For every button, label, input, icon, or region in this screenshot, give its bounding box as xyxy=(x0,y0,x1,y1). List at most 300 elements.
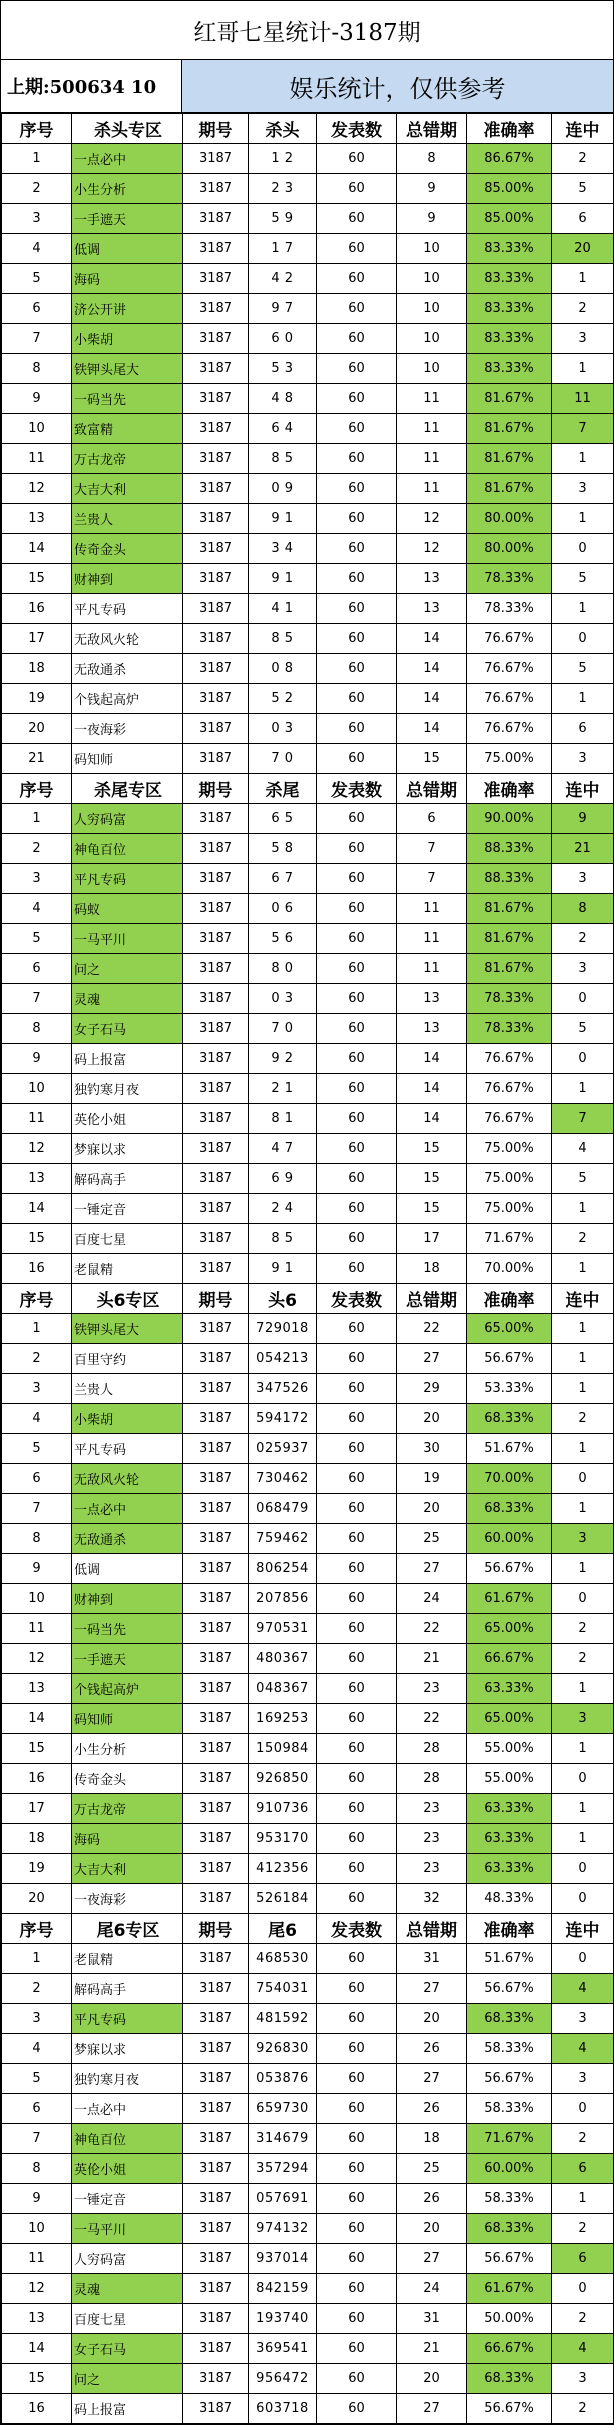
cell-issue: 3187 xyxy=(183,2064,249,2094)
cell-accuracy: 81.67% xyxy=(467,384,552,414)
cell-name: 码上报富 xyxy=(72,2394,183,2424)
cell-issue: 3187 xyxy=(183,324,249,354)
cell-posts: 60 xyxy=(317,2034,397,2064)
cell-value: 806254 xyxy=(249,1554,317,1584)
cell-posts: 60 xyxy=(317,1314,397,1344)
table-row xyxy=(2,744,614,774)
cell-errors: 21 xyxy=(397,1644,467,1674)
cell-value: 4 8 xyxy=(249,384,317,414)
cell-errors: 31 xyxy=(397,1944,467,1974)
cell-issue: 3187 xyxy=(183,744,249,774)
cell-seq: 18 xyxy=(2,1824,72,1854)
cell-streak: 9 xyxy=(552,804,614,834)
cell-streak: 0 xyxy=(552,1044,614,1074)
cell-seq: 20 xyxy=(2,714,72,744)
table-row xyxy=(2,2364,614,2394)
cell-value: 6 7 xyxy=(249,864,317,894)
disclaimer-banner: 娱乐统计，仅供参考 xyxy=(182,60,613,112)
cell-accuracy: 55.00% xyxy=(467,1734,552,1764)
cell-streak: 2 xyxy=(552,1224,614,1254)
cell-accuracy: 53.33% xyxy=(467,1374,552,1404)
cell-issue: 3187 xyxy=(183,714,249,744)
cell-seq: 3 xyxy=(2,204,72,234)
column-header-posts: 发表数 xyxy=(317,774,397,804)
cell-value: 659730 xyxy=(249,2094,317,2124)
cell-errors: 14 xyxy=(397,1104,467,1134)
cell-posts: 60 xyxy=(317,804,397,834)
tail6-header-row xyxy=(2,1914,614,1944)
table-row xyxy=(2,504,614,534)
cell-issue: 3187 xyxy=(183,534,249,564)
cell-accuracy: 81.67% xyxy=(467,414,552,444)
column-header-errors: 总错期 xyxy=(397,1914,467,1944)
cell-errors: 10 xyxy=(397,354,467,384)
cell-issue: 3187 xyxy=(183,1614,249,1644)
cell-name: 女子石马 xyxy=(72,2334,183,2364)
cell-seq: 11 xyxy=(2,444,72,474)
cell-posts: 60 xyxy=(317,894,397,924)
cell-issue: 3187 xyxy=(183,2214,249,2244)
cell-value: 8 0 xyxy=(249,954,317,984)
cell-streak: 1 xyxy=(552,444,614,474)
cell-streak: 1 xyxy=(552,1344,614,1374)
cell-posts: 60 xyxy=(317,1074,397,1104)
cell-name: 码知师 xyxy=(72,1704,183,1734)
cell-name: 致富精 xyxy=(72,414,183,444)
cell-posts: 60 xyxy=(317,2004,397,2034)
cell-errors: 11 xyxy=(397,414,467,444)
table-row xyxy=(2,1074,614,1104)
column-header-posts: 发表数 xyxy=(317,1914,397,1944)
cell-streak: 1 xyxy=(552,1314,614,1344)
table-row xyxy=(2,654,614,684)
cell-name: 老鼠精 xyxy=(72,1944,183,1974)
cell-value: 594172 xyxy=(249,1404,317,1434)
cell-posts: 60 xyxy=(317,2124,397,2154)
cell-seq: 2 xyxy=(2,834,72,864)
cell-accuracy: 65.00% xyxy=(467,1314,552,1344)
table-row xyxy=(2,1584,614,1614)
cell-posts: 60 xyxy=(317,954,397,984)
cell-name: 财神到 xyxy=(72,564,183,594)
table-row xyxy=(2,534,614,564)
cell-accuracy: 86.67% xyxy=(467,144,552,174)
cell-issue: 3187 xyxy=(183,2394,249,2424)
cell-name: 一码当先 xyxy=(72,1614,183,1644)
cell-seq: 19 xyxy=(2,1854,72,1884)
cell-streak: 1 xyxy=(552,504,614,534)
cell-accuracy: 81.67% xyxy=(467,474,552,504)
column-header-accuracy: 准确率 xyxy=(467,774,552,804)
table-row xyxy=(2,1014,614,1044)
cell-posts: 60 xyxy=(317,1884,397,1914)
cell-streak: 3 xyxy=(552,864,614,894)
cell-value: 6 0 xyxy=(249,324,317,354)
cell-seq: 10 xyxy=(2,1584,72,1614)
table-row xyxy=(2,2304,614,2334)
cell-name: 个钱起高炉 xyxy=(72,1674,183,1704)
table-row xyxy=(2,1494,614,1524)
cell-value: 5 8 xyxy=(249,834,317,864)
cell-value: 480367 xyxy=(249,1644,317,1674)
cell-issue: 3187 xyxy=(183,1704,249,1734)
cell-value: 1 2 xyxy=(249,144,317,174)
cell-streak: 0 xyxy=(552,1584,614,1614)
cell-errors: 27 xyxy=(397,2064,467,2094)
cell-seq: 6 xyxy=(2,294,72,324)
cell-issue: 3187 xyxy=(183,1824,249,1854)
cell-accuracy: 75.00% xyxy=(467,1194,552,1224)
cell-posts: 60 xyxy=(317,1524,397,1554)
table-row xyxy=(2,444,614,474)
cell-issue: 3187 xyxy=(183,954,249,984)
cell-value: 025937 xyxy=(249,1434,317,1464)
cell-posts: 60 xyxy=(317,984,397,1014)
table-row xyxy=(2,2064,614,2094)
cell-value: 0 3 xyxy=(249,984,317,1014)
cell-streak: 3 xyxy=(552,2004,614,2034)
cell-errors: 28 xyxy=(397,1734,467,1764)
cell-seq: 14 xyxy=(2,1194,72,1224)
cell-name: 一码当先 xyxy=(72,384,183,414)
cell-value: 9 1 xyxy=(249,504,317,534)
cell-posts: 60 xyxy=(317,2304,397,2334)
cell-issue: 3187 xyxy=(183,1734,249,1764)
cell-errors: 11 xyxy=(397,474,467,504)
cell-streak: 5 xyxy=(552,654,614,684)
cell-seq: 6 xyxy=(2,1464,72,1494)
cell-posts: 60 xyxy=(317,1854,397,1884)
cell-value: 169253 xyxy=(249,1704,317,1734)
cell-streak: 6 xyxy=(552,2154,614,2184)
cell-value: 603718 xyxy=(249,2394,317,2424)
cell-seq: 17 xyxy=(2,1794,72,1824)
cell-name: 一手遮天 xyxy=(72,1644,183,1674)
cell-posts: 60 xyxy=(317,1494,397,1524)
cell-name: 低调 xyxy=(72,234,183,264)
cell-posts: 60 xyxy=(317,264,397,294)
cell-seq: 5 xyxy=(2,2064,72,2094)
cell-seq: 17 xyxy=(2,624,72,654)
column-header-streak: 连中 xyxy=(552,114,614,144)
cell-posts: 60 xyxy=(317,1104,397,1134)
cell-name: 解码高手 xyxy=(72,1164,183,1194)
cell-value: 048367 xyxy=(249,1674,317,1704)
table-row xyxy=(2,1404,614,1434)
cell-accuracy: 76.67% xyxy=(467,1044,552,1074)
cell-value: 970531 xyxy=(249,1614,317,1644)
cell-issue: 3187 xyxy=(183,1974,249,2004)
cell-name: 人穷码富 xyxy=(72,804,183,834)
cell-streak: 3 xyxy=(552,744,614,774)
cell-errors: 11 xyxy=(397,444,467,474)
cell-value: 926850 xyxy=(249,1764,317,1794)
cell-value: 754031 xyxy=(249,1974,317,2004)
cell-name: 海码 xyxy=(72,1824,183,1854)
cell-posts: 60 xyxy=(317,384,397,414)
column-header-errors: 总错期 xyxy=(397,774,467,804)
cell-name: 兰贵人 xyxy=(72,1374,183,1404)
cell-issue: 3187 xyxy=(183,174,249,204)
cell-streak: 4 xyxy=(552,2034,614,2064)
cell-issue: 3187 xyxy=(183,1404,249,1434)
table-row xyxy=(2,924,614,954)
cell-posts: 60 xyxy=(317,1134,397,1164)
cell-name: 兰贵人 xyxy=(72,504,183,534)
table-row xyxy=(2,1794,614,1824)
cell-seq: 1 xyxy=(2,1314,72,1344)
cell-seq: 16 xyxy=(2,1764,72,1794)
cell-value: 4 7 xyxy=(249,1134,317,1164)
cell-accuracy: 78.33% xyxy=(467,564,552,594)
cell-accuracy: 83.33% xyxy=(467,234,552,264)
cell-name: 一夜海彩 xyxy=(72,1884,183,1914)
cell-seq: 5 xyxy=(2,1434,72,1464)
cell-streak: 2 xyxy=(552,1404,614,1434)
cell-seq: 8 xyxy=(2,2154,72,2184)
cell-issue: 3187 xyxy=(183,1674,249,1704)
cell-posts: 60 xyxy=(317,1584,397,1614)
cell-value: 8 5 xyxy=(249,444,317,474)
cell-accuracy: 65.00% xyxy=(467,1614,552,1644)
cell-streak: 3 xyxy=(552,1524,614,1554)
cell-posts: 60 xyxy=(317,714,397,744)
cell-issue: 3187 xyxy=(183,234,249,264)
table-row xyxy=(2,2184,614,2214)
cell-value: 0 6 xyxy=(249,894,317,924)
cell-accuracy: 75.00% xyxy=(467,744,552,774)
cell-seq: 16 xyxy=(2,2394,72,2424)
cell-posts: 60 xyxy=(317,1824,397,1854)
cell-name: 百度七星 xyxy=(72,1224,183,1254)
cell-issue: 3187 xyxy=(183,1164,249,1194)
cell-errors: 26 xyxy=(397,2094,467,2124)
cell-streak: 0 xyxy=(552,1944,614,1974)
cell-issue: 3187 xyxy=(183,474,249,504)
cell-seq: 12 xyxy=(2,474,72,504)
cell-streak: 0 xyxy=(552,2274,614,2304)
cell-accuracy: 83.33% xyxy=(467,324,552,354)
cell-posts: 60 xyxy=(317,1014,397,1044)
cell-accuracy: 81.67% xyxy=(467,954,552,984)
cell-value: 730462 xyxy=(249,1464,317,1494)
cell-streak: 1 xyxy=(552,594,614,624)
cell-name: 一手遮天 xyxy=(72,204,183,234)
cell-seq: 13 xyxy=(2,2304,72,2334)
page-title: 红哥七星统计-3187期 xyxy=(1,1,613,60)
cell-accuracy: 90.00% xyxy=(467,804,552,834)
cell-errors: 22 xyxy=(397,1614,467,1644)
cell-posts: 60 xyxy=(317,2214,397,2244)
cell-name: 码蚁 xyxy=(72,894,183,924)
cell-accuracy: 60.00% xyxy=(467,1524,552,1554)
cell-accuracy: 61.67% xyxy=(467,2274,552,2304)
cell-streak: 3 xyxy=(552,954,614,984)
table-row xyxy=(2,294,614,324)
cell-accuracy: 68.33% xyxy=(467,1494,552,1524)
cell-issue: 3187 xyxy=(183,1524,249,1554)
cell-issue: 3187 xyxy=(183,2244,249,2274)
cell-streak: 20 xyxy=(552,234,614,264)
column-header-value: 杀尾 xyxy=(249,774,317,804)
cell-seq: 9 xyxy=(2,2184,72,2214)
table-row xyxy=(2,684,614,714)
table-row xyxy=(2,324,614,354)
cell-name: 大吉大利 xyxy=(72,1854,183,1884)
cell-accuracy: 85.00% xyxy=(467,204,552,234)
last-issue-label: 上期:500634 10 xyxy=(1,60,182,112)
cell-seq: 6 xyxy=(2,954,72,984)
cell-errors: 20 xyxy=(397,1494,467,1524)
cell-errors: 15 xyxy=(397,1194,467,1224)
cell-streak: 1 xyxy=(552,1074,614,1104)
table-row xyxy=(2,834,614,864)
cell-seq: 11 xyxy=(2,1614,72,1644)
cell-seq: 2 xyxy=(2,174,72,204)
cell-seq: 12 xyxy=(2,2274,72,2304)
cell-name: 平凡专码 xyxy=(72,594,183,624)
cell-streak: 0 xyxy=(552,1764,614,1794)
cell-streak: 1 xyxy=(552,1794,614,1824)
cell-errors: 20 xyxy=(397,1404,467,1434)
cell-issue: 3187 xyxy=(183,1644,249,1674)
cell-streak: 1 xyxy=(552,1734,614,1764)
cell-name: 济公开讲 xyxy=(72,294,183,324)
cell-accuracy: 76.67% xyxy=(467,714,552,744)
cell-value: 2 4 xyxy=(249,1194,317,1224)
cell-issue: 3187 xyxy=(183,1434,249,1464)
cell-seq: 9 xyxy=(2,1044,72,1074)
cell-posts: 60 xyxy=(317,1704,397,1734)
cell-accuracy: 66.67% xyxy=(467,1644,552,1674)
cell-errors: 8 xyxy=(397,144,467,174)
table-row xyxy=(2,1044,614,1074)
cell-errors: 13 xyxy=(397,564,467,594)
cell-seq: 12 xyxy=(2,1134,72,1164)
cell-accuracy: 81.67% xyxy=(467,924,552,954)
column-header-issue: 期号 xyxy=(183,1914,249,1944)
cell-value: 759462 xyxy=(249,1524,317,1554)
cell-value: 9 1 xyxy=(249,1254,317,1284)
cell-seq: 10 xyxy=(2,1074,72,1104)
cell-issue: 3187 xyxy=(183,1254,249,1284)
column-header-accuracy: 准确率 xyxy=(467,114,552,144)
cell-streak: 7 xyxy=(552,1104,614,1134)
cell-seq: 14 xyxy=(2,534,72,564)
cell-value: 6 4 xyxy=(249,414,317,444)
cell-name: 平凡专码 xyxy=(72,2004,183,2034)
cell-issue: 3187 xyxy=(183,1044,249,1074)
column-header-name: 杀头专区 xyxy=(72,114,183,144)
cell-seq: 5 xyxy=(2,264,72,294)
cell-issue: 3187 xyxy=(183,2334,249,2364)
cell-posts: 60 xyxy=(317,144,397,174)
cell-streak: 3 xyxy=(552,2364,614,2394)
table-row xyxy=(2,2154,614,2184)
cell-accuracy: 68.33% xyxy=(467,2214,552,2244)
cell-name: 大吉大利 xyxy=(72,474,183,504)
table-row xyxy=(2,204,614,234)
table-row xyxy=(2,1734,614,1764)
cell-name: 小柴胡 xyxy=(72,1404,183,1434)
cell-streak: 0 xyxy=(552,984,614,1014)
cell-accuracy: 78.33% xyxy=(467,1014,552,1044)
table-row xyxy=(2,1614,614,1644)
table-row xyxy=(2,414,614,444)
cell-name: 一点必中 xyxy=(72,144,183,174)
column-header-posts: 发表数 xyxy=(317,1284,397,1314)
cell-issue: 3187 xyxy=(183,834,249,864)
cell-value: 057691 xyxy=(249,2184,317,2214)
cell-errors: 23 xyxy=(397,1674,467,1704)
cell-name: 独钓寒月夜 xyxy=(72,1074,183,1104)
cell-value: 8 5 xyxy=(249,1224,317,1254)
cell-streak: 0 xyxy=(552,1464,614,1494)
cell-value: 910736 xyxy=(249,1794,317,1824)
cell-value: 0 3 xyxy=(249,714,317,744)
table-row xyxy=(2,564,614,594)
table-row xyxy=(2,1134,614,1164)
cell-value: 9 2 xyxy=(249,1044,317,1074)
cell-errors: 14 xyxy=(397,624,467,654)
cell-posts: 60 xyxy=(317,204,397,234)
cell-value: 0 8 xyxy=(249,654,317,684)
cell-errors: 20 xyxy=(397,2214,467,2244)
cell-issue: 3187 xyxy=(183,804,249,834)
cell-issue: 3187 xyxy=(183,1884,249,1914)
cell-accuracy: 58.33% xyxy=(467,2094,552,2124)
cell-issue: 3187 xyxy=(183,2304,249,2334)
cell-posts: 60 xyxy=(317,744,397,774)
cell-streak: 1 xyxy=(552,1374,614,1404)
cell-name: 英伦小姐 xyxy=(72,2154,183,2184)
cell-accuracy: 66.67% xyxy=(467,2334,552,2364)
cell-streak: 2 xyxy=(552,2124,614,2154)
cell-streak: 2 xyxy=(552,1614,614,1644)
cell-errors: 24 xyxy=(397,2274,467,2304)
cell-streak: 1 xyxy=(552,1674,614,1704)
table-row xyxy=(2,474,614,504)
cell-accuracy: 58.33% xyxy=(467,2034,552,2064)
cell-issue: 3187 xyxy=(183,894,249,924)
cell-streak: 11 xyxy=(552,384,614,414)
kill-tail-header-row xyxy=(2,774,614,804)
cell-seq: 7 xyxy=(2,324,72,354)
cell-errors: 24 xyxy=(397,1584,467,1614)
cell-streak: 1 xyxy=(552,1254,614,1284)
cell-value: 1 7 xyxy=(249,234,317,264)
cell-posts: 60 xyxy=(317,174,397,204)
cell-seq: 20 xyxy=(2,1884,72,1914)
cell-seq: 14 xyxy=(2,2334,72,2364)
cell-value: 9 7 xyxy=(249,294,317,324)
cell-name: 神龟百位 xyxy=(72,834,183,864)
cell-name: 铁钾头尾大 xyxy=(72,354,183,384)
cell-posts: 60 xyxy=(317,444,397,474)
cell-streak: 21 xyxy=(552,834,614,864)
column-header-name: 头6专区 xyxy=(72,1284,183,1314)
cell-name: 平凡专码 xyxy=(72,864,183,894)
cell-seq: 12 xyxy=(2,1644,72,1674)
cell-value: 347526 xyxy=(249,1374,317,1404)
cell-errors: 30 xyxy=(397,1434,467,1464)
cell-name: 一点必中 xyxy=(72,2094,183,2124)
cell-value: 3 4 xyxy=(249,534,317,564)
column-header-posts: 发表数 xyxy=(317,114,397,144)
cell-issue: 3187 xyxy=(183,2034,249,2064)
cell-name: 老鼠精 xyxy=(72,1254,183,1284)
cell-value: 6 9 xyxy=(249,1164,317,1194)
